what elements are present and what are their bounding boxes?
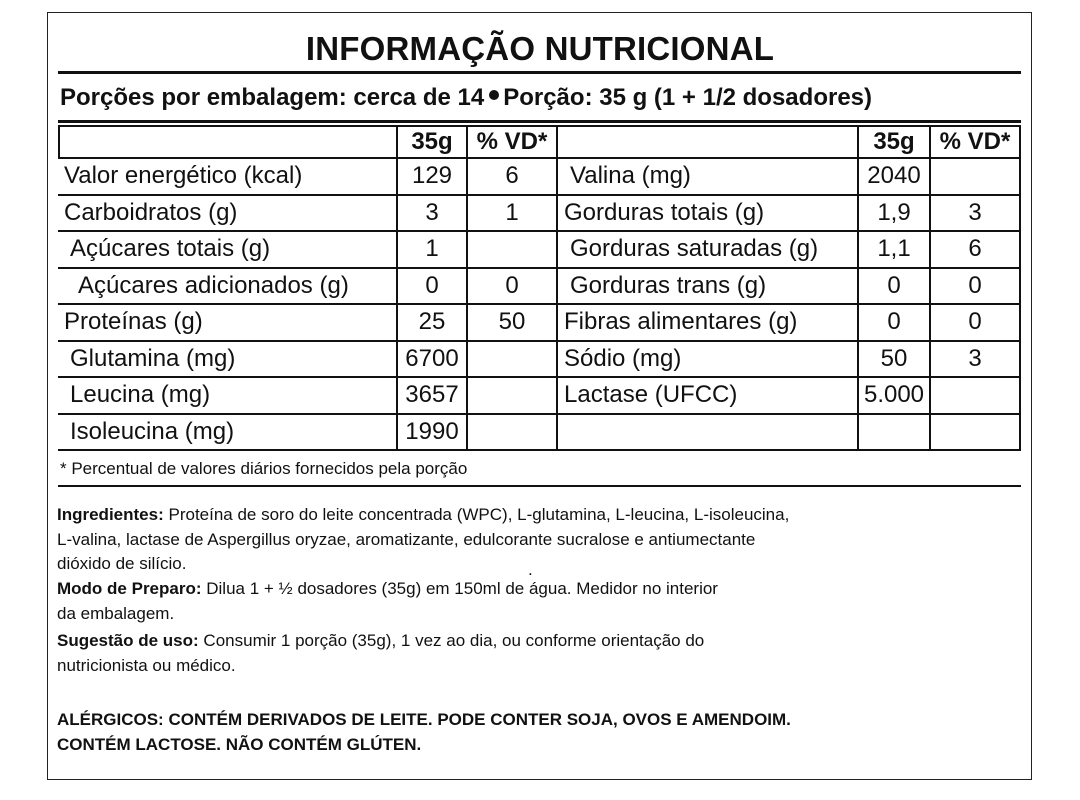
header-dv-left: % VD*	[468, 125, 558, 159]
nutrient-dv-left: 6	[468, 159, 558, 196]
preparation-section	[57, 577, 1017, 626]
nutrient-dv-left: 1	[468, 196, 558, 233]
ingredients-line-3: dióxido de silício.	[57, 554, 187, 573]
header-blank-left	[58, 125, 398, 159]
nutrient-amount-right: 1,9	[859, 196, 931, 233]
preparation-label: Modo de Preparo:	[57, 579, 202, 598]
preparation-line-2: da embalagem.	[57, 603, 175, 623]
suggestion-line-1: Sugestão de uso: Consumir 1 porção (35g), 1 vez ao dia, ou conforme orientação do	[57, 631, 705, 650]
nutrient-amount-right: 50	[859, 342, 931, 379]
bullet-icon	[489, 90, 499, 100]
footnote-rule	[58, 485, 1021, 487]
nutrient-amount-left: 3657	[398, 378, 468, 415]
nutrient-dv-left	[468, 232, 558, 269]
servings-per-package: Porções por embalagem: cerca de 14	[60, 84, 485, 111]
ingredients-section	[57, 503, 1017, 577]
nutrient-amount-right	[859, 415, 931, 452]
nutrient-dv-right: 3	[931, 342, 1021, 379]
nutrient-dv-right: 0	[931, 269, 1021, 306]
allergens-line-1: ALÉRGICOS: CONTÉM DERIVADOS DE LEITE. PODE CONTER SOJA, OVOS E AMENDOIM.	[57, 710, 791, 729]
table-left-border	[58, 125, 60, 159]
nutrient-dv-right	[931, 378, 1021, 415]
nutrient-dv-left: 50	[468, 305, 558, 342]
header-amount-right: 35g	[859, 125, 931, 159]
nutrient-name-right: Gorduras totais (g)	[558, 196, 859, 233]
nutrient-name-right	[558, 415, 859, 452]
nutrient-dv-left	[468, 378, 558, 415]
nutrient-amount-left: 1990	[398, 415, 468, 452]
nutrient-dv-right: 0	[931, 305, 1021, 342]
header-amount-left: 35g	[398, 125, 468, 159]
nutrient-name-left: Proteínas (g)	[58, 305, 398, 342]
ingredients-line-1: Ingredientes: Proteína de soro do leite concentrada (WPC), L-glutamina, L-leucina, L-isoleucina,	[57, 505, 790, 524]
nutrient-amount-right: 0	[859, 269, 931, 306]
header-dv-right: % VD*	[931, 125, 1021, 159]
nutrient-name-left: Leucina (mg)	[58, 378, 398, 415]
preparation-line-1: Modo de Preparo: Dilua 1 + ½ dosadores (35g) em 150ml de água. Medidor no interior	[57, 579, 718, 598]
nutrient-dv-right: 6	[931, 232, 1021, 269]
nutrient-name-left: Valor energético (kcal)	[58, 159, 398, 196]
nutrient-dv-left: 0	[468, 269, 558, 306]
nutrient-name-right: Valina (mg)	[558, 159, 859, 196]
header-blank-right	[558, 125, 859, 159]
allergens-line-2: CONTÉM LACTOSE. NÃO CONTÉM GLÚTEN.	[57, 735, 422, 754]
footnote: * Percentual de valores diários fornecidos pela porção	[60, 459, 468, 478]
nutrient-dv-left	[468, 415, 558, 452]
nutrient-amount-left: 25	[398, 305, 468, 342]
nutrient-amount-right: 1,1	[859, 232, 931, 269]
suggestion-line-2: nutricionista ou médico.	[57, 655, 236, 675]
nutrient-name-right: Gorduras trans (g)	[558, 269, 859, 306]
stray-mark: .	[528, 560, 533, 579]
nutrient-amount-left: 1	[398, 232, 468, 269]
ingredients-label: Ingredientes:	[57, 505, 164, 524]
nutrient-amount-left: 6700	[398, 342, 468, 379]
nutrient-name-left: Carboidratos (g)	[58, 196, 398, 233]
nutrient-name-left: Açúcares totais (g)	[58, 232, 398, 269]
nutrient-amount-left: 3	[398, 196, 468, 233]
nutrient-amount-right: 5.000	[859, 378, 931, 415]
nutrient-dv-right: 3	[931, 196, 1021, 233]
allergens-section	[57, 707, 1017, 757]
nutrient-amount-left: 0	[398, 269, 468, 306]
nutrient-dv-left	[468, 342, 558, 379]
nutrient-name-left: Glutamina (mg)	[58, 342, 398, 379]
nutrient-name-right: Gorduras saturadas (g)	[558, 232, 859, 269]
nutrient-dv-right	[931, 415, 1021, 452]
suggestion-label: Sugestão de uso:	[57, 631, 199, 650]
nutrient-name-right: Sódio (mg)	[558, 342, 859, 379]
nutrient-name-right: Fibras alimentares (g)	[558, 305, 859, 342]
servings-line	[60, 84, 872, 112]
nutrient-name-left: Açúcares adicionados (g)	[58, 269, 398, 306]
nutrient-amount-left: 129	[398, 159, 468, 196]
nutrient-name-left: Isoleucina (mg)	[58, 415, 398, 452]
suggestion-section	[57, 629, 1017, 678]
nutrient-dv-right	[931, 159, 1021, 196]
nutrient-amount-right: 2040	[859, 159, 931, 196]
table-top-rule	[58, 125, 1021, 127]
nutrient-amount-right: 0	[859, 305, 931, 342]
portion-size: Porção: 35 g (1 + 1/2 dosadores)	[503, 84, 873, 111]
ingredients-line-2: L-valina, lactase de Aspergillus oryzae, aromatizante, edulcorante sucralose e antiumectante	[57, 529, 756, 549]
servings-rule	[58, 120, 1021, 123]
label-title: INFORMAÇÃO NUTRICIONAL	[305, 30, 775, 67]
title-rule	[58, 71, 1021, 74]
nutrient-name-right: Lactase (UFCC)	[558, 378, 859, 415]
